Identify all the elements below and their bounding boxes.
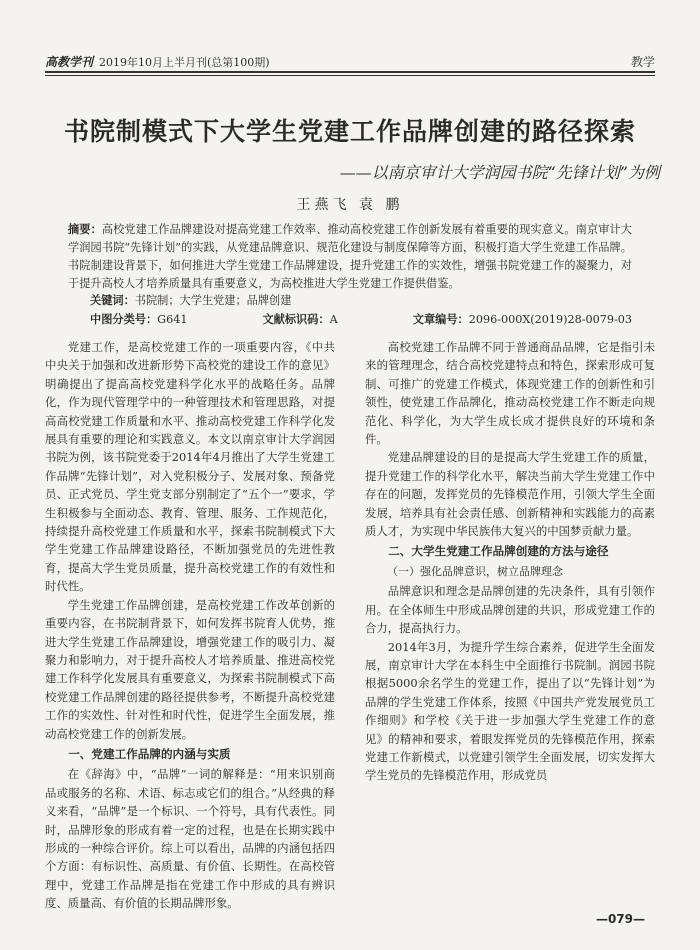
subsection-heading-1: （一）强化品牌意识，树立品牌理念	[387, 564, 563, 578]
article-title: 书院制模式下大学生党建工作品牌创建的路径探索	[63, 117, 636, 146]
header-rule	[45, 71, 655, 73]
left-paragraph-2: 学生党建工作品牌创建，是高校党建工作改革创新的重要内容，在书院制背景下，如何发挥书院育人优势，推进大学生党建工作品牌建设，增强党建工作的吸引力、凝聚力和影响力，对于提升高校人才培养质量、推进高校党建工作科学化发展具有重要意义，为探索书院制模式下高校党建工作品牌创建的路径提供参考，不断提升高校党建工作的实效性、针对性和时代性，促进学生全面发展，推动高校党建工作的创新发展。	[45, 597, 335, 741]
right-paragraph-1: 高校党建工作品牌不同于普通商品品牌，它是指引未来的管理理念，结合高校党建特点和特色，探索形成可复制、可推广的党建工作模式，体现党建工作的创新性和引领性，使党建工作品牌化，推动高校党建工作不断走向规范化、科学化，为大学生成长成才提供良好的环境和条件。	[365, 340, 655, 447]
clc-value: G641	[157, 313, 188, 326]
page-number: —079—	[595, 912, 645, 926]
right-column	[365, 338, 655, 785]
keywords	[90, 292, 632, 308]
keywords-label: 关键词：	[90, 293, 135, 307]
article-authors: 王燕飞 袁 鹏	[296, 197, 404, 213]
abstract-text: 高校党建工作品牌建设对提高党建工作效率、推动高校党建工作创新发展有着重要的现实意义。南京审计大学润园书院“先锋计划”的实践，从党建品牌意识、规范化建设与制度保障等方面，积极打造大学生党建工作品牌。书院制建设背景下，如何推进大学生党建工作品牌建设，提升党建工作的实效性，增强书院党建工作的凝聚力，对于提升高校人才培养质量具有重要意义，为高校推进大学生党建工作提供借鉴。	[68, 223, 632, 290]
left-column	[45, 338, 335, 913]
keywords-text: 书院制；大学生党建；品牌创建	[134, 294, 292, 307]
left-paragraph-1: 党建工作，是高校党建工作的一项重要内容，《中共中央关于加强和改进新形势下高校党的建设工作的意见》明确提出了提高高校党建科学化水平的战略任务。品牌化，作为现代管理学中的一种管理技术和管理思路，对提高高校党建工作质量和水平、推动高校党建工作科学化发展具有重要的理论和实践意义。本文以南京审计大学润园书院为例，该书院党委于2014年4月推出了大学生党建工作品牌“先锋计划”，对入党积极分子、发展对象、预备党员、正式党员、学生党支部分别制定了“五个一”要求，学生积极参与全面动态、教育、管理、服务、工作规范化，持续提升高校党建工作质量和水平，探索书院制模式下大学生党建工作品牌建设路径，不断加强党员的先进性教育，提高大学生党员质量，提升高校党建工作的有效性和时代性。	[45, 340, 335, 594]
doc-code-value: A	[329, 313, 338, 326]
clc-label: 中图分类号：	[90, 312, 158, 326]
right-paragraph-4: 2014年3月，为提升学生综合素养，促进学生全面发展，南京审计大学在本科生中全面推行书院制。润园书院根据5000余名学生的党建工作，提出了以“先锋计划”为品牌的学生党建工作体系，按照《中国共产党发展党员工作细则》和学校《关于进一步加强大学生党建工作的意见》的精神和要求，着眼发挥党员的先锋模范作用，探索党建工作新模式，以党建引领学生全面发展，切实发挥大学生党员的先锋模范作用，形成党员	[365, 639, 655, 783]
section-heading-1: 一、党建工作品牌的内涵与实质	[68, 746, 231, 761]
doc-code-label: 文献标识码：	[262, 312, 330, 326]
right-paragraph-3: 品牌意识和理念是品牌创建的先决条件，具有引领作用。在全体师生中形成品牌创建的共识，形成党建工作的合力，提高执行力。	[365, 584, 655, 636]
header-rule-thin	[45, 75, 655, 76]
abstract-label: 摘要：	[68, 222, 102, 236]
doc-code	[262, 311, 337, 327]
right-paragraph-2: 党建品牌建设的目的是提高大学生党建工作的质量，提升党建工作的科学化水平，解决当前大学生党建工作中存在的问题，发挥党员的先锋模范作用，引领大学生全面发展，培养具有社会责任感、创新精神和实践能力的高素质人才，为实现中华民族伟大复兴的中国梦贡献力量。	[365, 450, 655, 539]
article-number	[413, 311, 632, 327]
article-number-value: 2096-000X(2019)28-0079-03	[468, 313, 632, 326]
clc	[90, 311, 187, 327]
article-subtitle: ——以南京审计大学润园书院“先锋计划”为例	[339, 163, 660, 182]
page-header	[45, 48, 655, 70]
issue-info: 2019年10月上半月刊(总第100期)	[99, 56, 270, 69]
section-heading-2: 二、大学生党建工作品牌创建的方法与途径	[388, 544, 609, 559]
journal-name: 高教学刊	[45, 55, 94, 69]
header-left	[45, 53, 270, 70]
article-number-label: 文章编号：	[412, 312, 469, 326]
section-label: 教学	[630, 55, 655, 69]
classification-line	[90, 311, 632, 327]
left-paragraph-3: 在《辞海》中，“品牌”一词的解释是：“用来识别商品或服务的名称、术语、标志或它们的组合。”从经典的释义来看，“品牌”是一个标识、一个符号，具有代表性。同时，品牌形象的形成有着一定的过程，也是在长期实践中形成的一种综合评价。综上可以看出，品牌的内涵包括四个方面：有标识性、高质量、有价值、长期性。在高校管理中，党建工作品牌是指在党建工作中形成的具有辨识度、质量高、有价值的长期品牌形象。	[45, 767, 335, 911]
abstract	[68, 220, 632, 293]
